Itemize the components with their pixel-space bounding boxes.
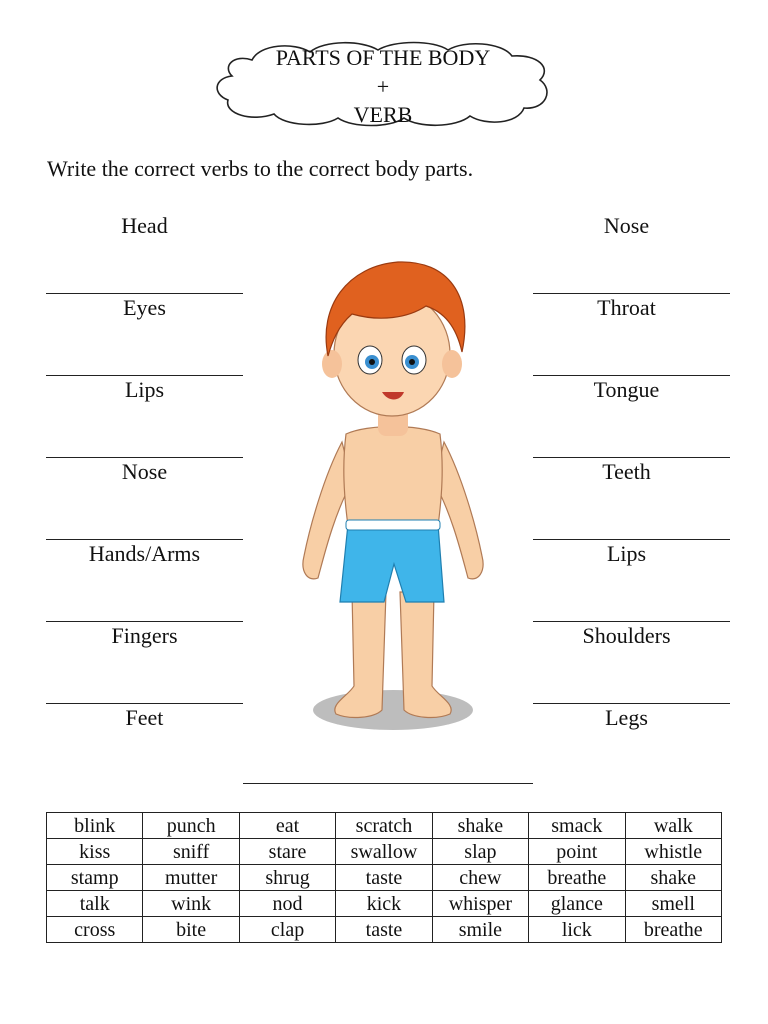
table-row [47,813,722,839]
answer-line[interactable] [533,375,730,376]
right-label: Lips [606,541,647,566]
answer-line[interactable] [46,621,243,622]
answer-line[interactable] [533,621,730,622]
verb-cell: whisper [432,891,528,917]
verb-cell: swallow [336,839,432,865]
answer-line[interactable] [46,539,243,540]
verb-cell: shrug [239,865,335,891]
verb-cell: blink [47,813,143,839]
verb-cell: sniff [143,839,239,865]
verb-cell: cross [47,917,143,943]
answer-line[interactable] [46,375,243,376]
right-label: Teeth [602,459,651,484]
verb-cell: slap [432,839,528,865]
page-title-line-2: VERB [353,102,413,127]
verb-cell: walk [625,813,721,839]
verb-cell: breathe [625,917,721,943]
table-row [47,917,722,943]
right-label: Legs [605,705,648,730]
page-title-line-1: PARTS OF THE BODY [275,45,491,70]
verb-cell: wink [143,891,239,917]
verb-cell: whistle [625,839,721,865]
verb-cell: chew [432,865,528,891]
table-row [47,865,722,891]
right-label: Throat [597,295,656,320]
verb-cell: stamp [47,865,143,891]
verb-cell: point [529,839,625,865]
verb-cell: shake [625,865,721,891]
verb-cell: kiss [47,839,143,865]
verb-table [46,812,722,943]
verb-cell: smile [432,917,528,943]
verb-cell: lick [529,917,625,943]
right-label: Tongue [593,377,660,402]
answer-line[interactable] [46,703,243,704]
table-row [47,891,722,917]
verb-cell: mutter [143,865,239,891]
left-label: Head [121,213,168,238]
answer-line[interactable] [46,293,243,294]
verb-cell: glance [529,891,625,917]
left-label: Feet [125,705,164,730]
verb-cell: smack [529,813,625,839]
answer-line[interactable] [533,457,730,458]
instruction-text: Write the correct verbs to the correct body parts. [47,156,474,181]
right-label: Nose [603,213,650,238]
left-label: Nose [121,459,168,484]
boy-illustration [288,256,498,736]
verb-cell: kick [336,891,432,917]
verb-cell: talk [47,891,143,917]
verb-cell: nod [239,891,335,917]
answer-line[interactable] [533,703,730,704]
verb-cell: shake [432,813,528,839]
left-label: Lips [124,377,165,402]
table-row [47,839,722,865]
left-label: Fingers [111,623,178,648]
answer-line[interactable] [533,539,730,540]
verb-cell: smell [625,891,721,917]
left-label: Eyes [123,295,166,320]
verb-cell: breathe [529,865,625,891]
right-label: Shoulders [582,623,671,648]
verb-cell: taste [336,917,432,943]
verb-cell: scratch [336,813,432,839]
page-title-plus: + [376,74,390,99]
left-label: Hands/Arms [88,541,201,566]
answer-line[interactable] [533,293,730,294]
verb-cell: taste [336,865,432,891]
verb-cell: stare [239,839,335,865]
verb-cell: bite [143,917,239,943]
verb-cell: eat [239,813,335,839]
verb-cell: punch [143,813,239,839]
answer-line[interactable] [46,457,243,458]
answer-line[interactable] [243,783,533,784]
verb-cell: clap [239,917,335,943]
